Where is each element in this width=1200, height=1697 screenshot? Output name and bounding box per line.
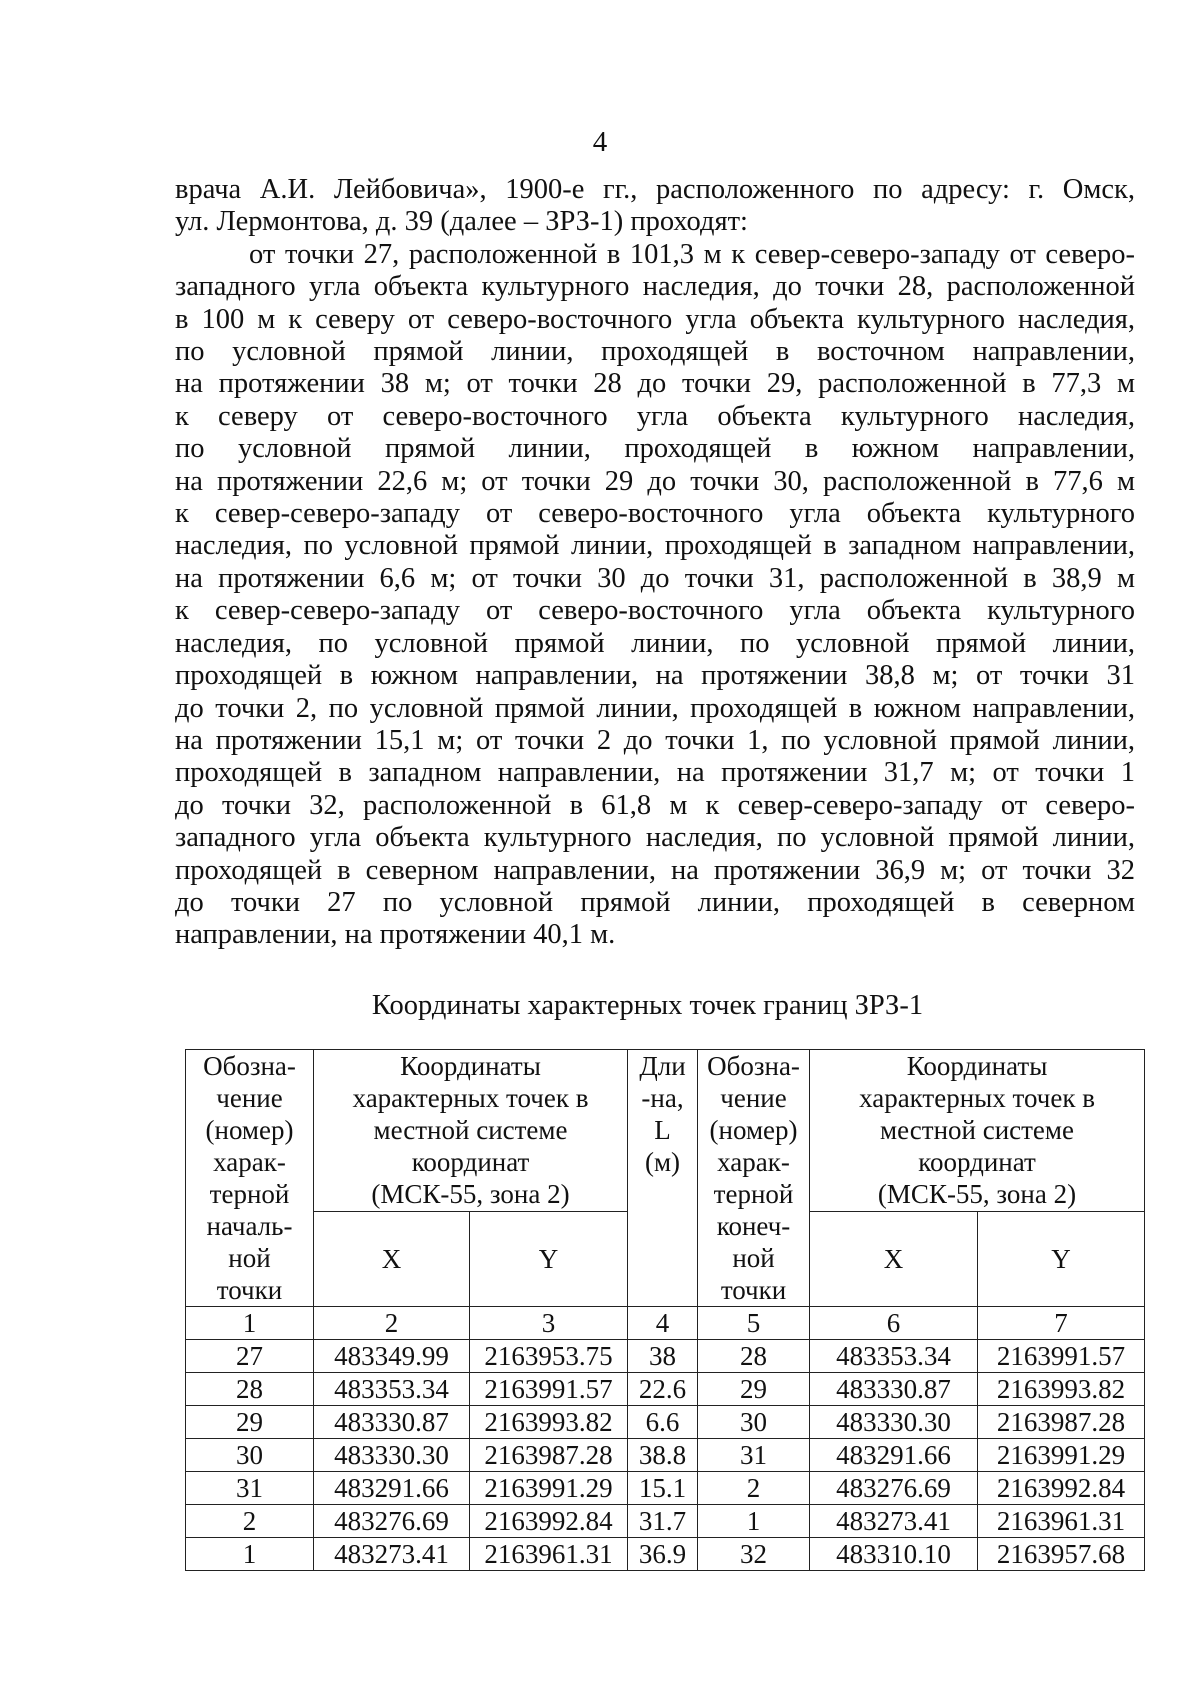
table-cell: 483276.69 (810, 1472, 978, 1505)
paragraph-line: наследия, по условной прямой линии, по условной прямой линии, (175, 627, 1135, 659)
table-cell: 30 (186, 1439, 314, 1472)
paragraph-line: на протяжении 22,6 м; от точки 29 до точки 30, расположенной в 77,6 м (175, 465, 1135, 497)
table-row (186, 1406, 1145, 1439)
table-title: Координаты характерных точек границ ЗРЗ-1 (371, 990, 924, 1021)
table-cell: 2163991.29 (978, 1439, 1145, 1472)
paragraph-line: на протяжении 6,6 м; от точки 30 до точки 31, расположенной в 38,9 м (175, 562, 1135, 594)
table-cell: 1 (698, 1505, 810, 1538)
paragraph-line: проходящей в северном направлении, на протяжении 36,9 м; от точки 32 (175, 854, 1135, 886)
coordinates-table (185, 1049, 1145, 1571)
paragraph-line: врача А.И. Лейбовича», 1900-е гг., расположенного по адресу: г. Омск, (175, 174, 1135, 205)
column-number: 4 (628, 1307, 698, 1340)
table-cell: 29 (186, 1406, 314, 1439)
table-cell: 483276.69 (314, 1505, 470, 1538)
table-cell: 2 (698, 1472, 810, 1505)
table-cell: 2163992.84 (470, 1505, 628, 1538)
table-cell: 22.6 (628, 1373, 698, 1406)
table-cell: 31.7 (628, 1505, 698, 1538)
table-cell: 28 (698, 1340, 810, 1373)
table-cell: 15.1 (628, 1472, 698, 1505)
paragraph-line: к северу от северо-восточного угла объекта культурного наследия, (175, 400, 1135, 432)
paragraph-line: к север-северо-западу от северо-восточного угла объекта культурного (175, 498, 1135, 530)
paragraph-line: на протяжении 38 м; от точки 28 до точки 29, расположенной в 77,3 м (175, 368, 1135, 400)
paragraph-line: проходящей в западном направлении, на протяжении 31,7 м; от точки 1 (175, 757, 1135, 789)
paragraph-line: западного угла объекта культурного наследия, по условной прямой линии, (175, 822, 1135, 854)
table-cell: 483330.30 (810, 1406, 978, 1439)
table-cell: 483310.10 (810, 1538, 978, 1571)
table-cell: 483291.66 (314, 1472, 470, 1505)
header-coords-left: Координаты характерных точек в местной системе координат (МСК-55, зона 2) (314, 1050, 628, 1212)
table-cell: 2163961.31 (470, 1538, 628, 1571)
table-cell: 28 (186, 1373, 314, 1406)
paragraph-line: ул. Лермонтова, д. 39 (далее – ЗРЗ-1) проходят: (175, 206, 748, 238)
column-number: 5 (698, 1307, 810, 1340)
table-cell: 2163991.29 (470, 1472, 628, 1505)
table-cell: 31 (698, 1439, 810, 1472)
header-y-left: Y (470, 1211, 628, 1306)
paragraph-line: на протяжении 15,1 м; от точки 2 до точки 1, по условной прямой линии, (175, 724, 1135, 756)
table-cell: 2163957.68 (978, 1538, 1145, 1571)
table-row (186, 1538, 1145, 1571)
header-y-right: Y (978, 1211, 1145, 1306)
paragraph-line: по условной прямой линии, проходящей в южном направлении, (175, 433, 1135, 465)
table-cell: 2163992.84 (978, 1472, 1145, 1505)
header-start-point: Обозна- чение (номер) харак- терной началь- ной точки (186, 1050, 314, 1307)
table-cell: 483330.87 (314, 1406, 470, 1439)
table-cell: 31 (186, 1472, 314, 1505)
table-cell: 38.8 (628, 1439, 698, 1472)
page-number: 4 (592, 126, 608, 158)
paragraph-line: направлении, на протяжении 40,1 м. (175, 919, 616, 951)
paragraph-line: наследия, по условной прямой линии, проходящей в западном направлении, (175, 530, 1135, 562)
paragraph-line: по условной прямой линии, проходящей в восточном направлении, (175, 336, 1135, 368)
table-cell: 483291.66 (810, 1439, 978, 1472)
header-x-right: X (810, 1211, 978, 1306)
header-x-left: X (314, 1211, 470, 1306)
table-row (186, 1373, 1145, 1406)
paragraph-line: до точки 32, расположенной в 61,8 м к север-северо-западу от северо- (175, 789, 1135, 821)
column-number: 6 (810, 1307, 978, 1340)
paragraph-line: к север-северо-западу от северо-восточного угла объекта культурного (175, 595, 1135, 627)
table-row (186, 1439, 1145, 1472)
table-cell: 2163991.57 (978, 1340, 1145, 1373)
table-cell: 6.6 (628, 1406, 698, 1439)
table-cell: 32 (698, 1538, 810, 1571)
paragraph-line: от точки 27, расположенной в 101,3 м к север-северо-западу от северо- (249, 238, 1135, 270)
table-cell: 27 (186, 1340, 314, 1373)
header-end-point: Обозна- чение (номер) харак- терной конеч- ной точки (698, 1050, 810, 1307)
table-cell: 2163953.75 (470, 1340, 628, 1373)
table-cell: 2163993.82 (978, 1373, 1145, 1406)
table-cell: 483273.41 (314, 1538, 470, 1571)
table-cell: 29 (698, 1373, 810, 1406)
column-number-row (186, 1307, 1145, 1340)
paragraph-line: до точки 2, по условной прямой линии, проходящей в южном направлении, (175, 692, 1135, 724)
table-cell: 2163993.82 (470, 1406, 628, 1439)
column-number: 3 (470, 1307, 628, 1340)
table-cell: 30 (698, 1406, 810, 1439)
table-row (186, 1505, 1145, 1538)
table-cell: 2163987.28 (978, 1406, 1145, 1439)
table-cell: 2 (186, 1505, 314, 1538)
header-length: Дли -на, L (м) (628, 1050, 698, 1307)
table-cell: 2163991.57 (470, 1373, 628, 1406)
column-number: 7 (978, 1307, 1145, 1340)
table-cell: 483353.34 (810, 1340, 978, 1373)
table-cell: 36.9 (628, 1538, 698, 1571)
table-row (186, 1340, 1145, 1373)
table-cell: 483273.41 (810, 1505, 978, 1538)
table-header-row (186, 1050, 1145, 1212)
paragraph-line: в 100 м к северу от северо-восточного угла объекта культурного наследия, (175, 303, 1135, 335)
table-cell: 1 (186, 1538, 314, 1571)
table-cell: 483349.99 (314, 1340, 470, 1373)
table-cell: 483353.34 (314, 1373, 470, 1406)
table-cell: 483330.87 (810, 1373, 978, 1406)
body-paragraph (175, 174, 1135, 952)
table-cell: 38 (628, 1340, 698, 1373)
paragraph-line: проходящей в южном направлении, на протяжении 38,8 м; от точки 31 (175, 660, 1135, 692)
header-coords-right: Координаты характерных точек в местной системе координат (МСК-55, зона 2) (810, 1050, 1145, 1212)
table-cell: 2163961.31 (978, 1505, 1145, 1538)
table-row (186, 1472, 1145, 1505)
table-cell: 2163987.28 (470, 1439, 628, 1472)
table-cell: 483330.30 (314, 1439, 470, 1472)
paragraph-line: до точки 27 по условной прямой линии, проходящей в северном (175, 886, 1135, 918)
paragraph-line: западного угла объекта культурного наследия, до точки 28, расположенной (175, 271, 1135, 303)
column-number: 2 (314, 1307, 470, 1340)
column-number: 1 (186, 1307, 314, 1340)
